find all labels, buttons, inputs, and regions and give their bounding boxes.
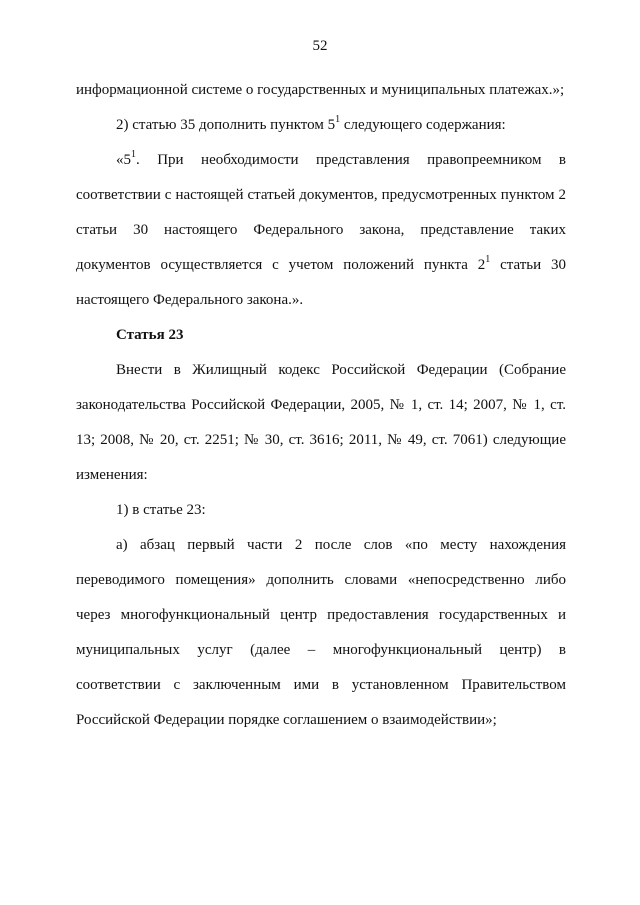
item-2-text-after: следующего содержания:	[340, 117, 506, 133]
quote-open: «5	[116, 152, 131, 168]
paragraph-quote	[76, 143, 566, 318]
paragraph-item-2	[76, 108, 566, 143]
quote-text-2: статьи 30 настоящего Федерального закона.».	[76, 257, 566, 308]
paragraph-item-1a: а) абзац первый части 2 после слов «по месту нахождения переводимого помещения» дополнить словами «непосредственно либо через многофункциональный центр предоставления государственных и муниципальных услуг (далее – многофункциональный центр) в соответствии с заключенным ими в установленном Правительством Российской Федерации порядке соглашением о взаимодействии»;	[76, 537, 566, 728]
quote-text-1: . При необходимости представления правопреемником в соответствии с настоящей статьей документов, предусмотренных пунктом 2 статьи 30 настоящего Федерального закона, представление таких документов осуществляется с учетом положений пункта 2	[76, 152, 566, 273]
paragraph-fragment: информационной системе о государственных и муниципальных платежах.»;	[76, 82, 565, 98]
quote-superscript: 1	[131, 149, 136, 160]
document-body	[76, 73, 566, 738]
quote-superscript-2: 1	[485, 254, 491, 265]
page-number: 52	[312, 38, 328, 54]
article-heading: Статья 23	[116, 327, 184, 343]
item-2-superscript: 1	[335, 114, 341, 125]
paragraph-item-1: 1) в статье 23:	[116, 502, 206, 518]
item-2-text-before: 2) статью 35 дополнить пунктом 5	[116, 117, 336, 133]
paragraph-article-intro: Внести в Жилищный кодекс Российской Федерации (Собрание законодательства Российской Федерации, 2005, № 1, ст. 14; 2007, № 1, ст. 13; 2008, № 20, ст. 2251; № 30, ст. 3616; 2011, № 49, ст. 7061) следующие изменения:	[76, 362, 566, 483]
